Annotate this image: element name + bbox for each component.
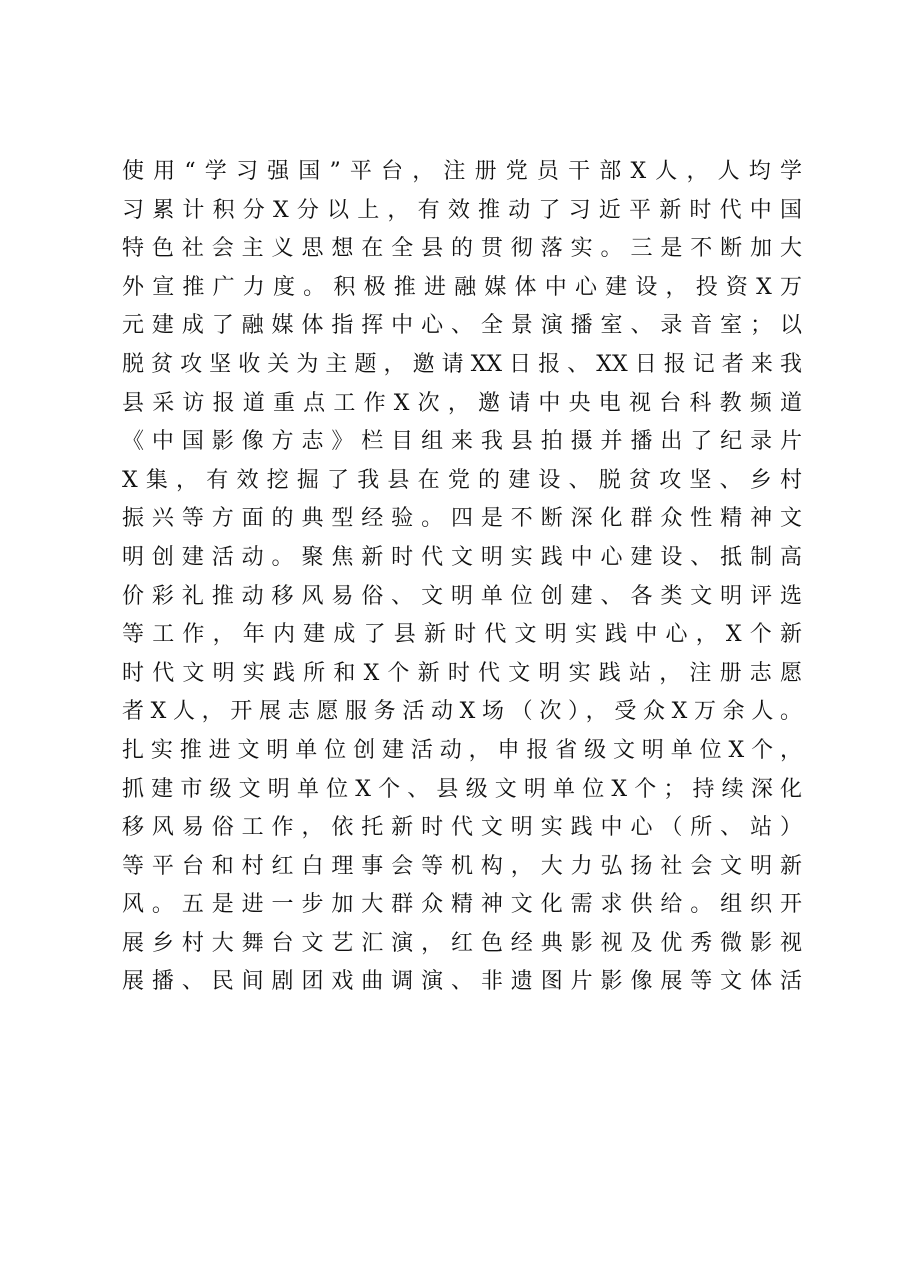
text-line-22: 展播、民间剧团戏曲调演、非遗图片影像展等文体活 xyxy=(122,969,802,995)
text-line-20: 风。五是进一步加大群众精神文化需求供给。组织开 xyxy=(122,892,802,918)
text-line-10: 振兴等方面的典型经验。四是不断深化群众性精神文 xyxy=(122,506,802,532)
text-line-6: 脱贫攻坚收关为主题，邀请XX日报、XX日报记者来我 xyxy=(122,351,802,377)
text-line-11: 明创建活动。聚焦新时代文明实践中心建设、抵制高 xyxy=(122,544,802,570)
text-line-1: 使用“学习强国”平台，注册党员干部X人，人均学 xyxy=(122,159,802,184)
text-line-9: X集，有效挖掘了我县在党的建设、脱贫攻坚、乡村 xyxy=(122,467,802,493)
text-line-21: 展乡村大舞台文艺汇演，红色经典影视及优秀微影视 xyxy=(122,930,802,956)
text-line-17: 抓建市级文明单位X个、县级文明单位X个；持续深化 xyxy=(122,776,802,802)
text-line-8: 《中国影像方志》栏目组来我县拍摄并播出了纪录片 xyxy=(122,429,802,455)
text-line-4: 外宣推广力度。积极推进融媒体中心建设，投资X万 xyxy=(122,274,802,300)
text-line-18: 移风易俗工作，依托新时代文明实践中心（所、站） xyxy=(122,815,802,841)
text-line-15: 者X人，开展志愿服务活动X场（次），受众X万余人。 xyxy=(122,699,802,725)
text-line-13: 等工作，年内建成了县新时代文明实践中心，X个新 xyxy=(122,622,802,648)
text-line-16: 扎实推进文明单位创建活动，申报省级文明单位X个， xyxy=(122,737,802,763)
text-line-12: 价彩礼推动移风易俗、文明单位创建、各类文明评选 xyxy=(122,583,802,609)
text-line-5: 元建成了融媒体指挥中心、全景演播室、录音室；以 xyxy=(122,313,802,339)
text-line-19: 等平台和村红白理事会等机构，大力弘扬社会文明新 xyxy=(122,853,802,879)
text-line-7: 县采访报道重点工作X次，邀请中央电视台科教频道 xyxy=(122,390,802,416)
text-line-3: 特色社会主义思想在全县的贯彻落实。三是不断加大 xyxy=(122,236,802,262)
text-line-14: 时代文明实践所和X个新时代文明实践站，注册志愿 xyxy=(122,660,802,686)
body-paragraph xyxy=(122,153,802,1002)
text-line-2: 习累计积分X分以上，有效推动了习近平新时代中国 xyxy=(122,197,802,223)
